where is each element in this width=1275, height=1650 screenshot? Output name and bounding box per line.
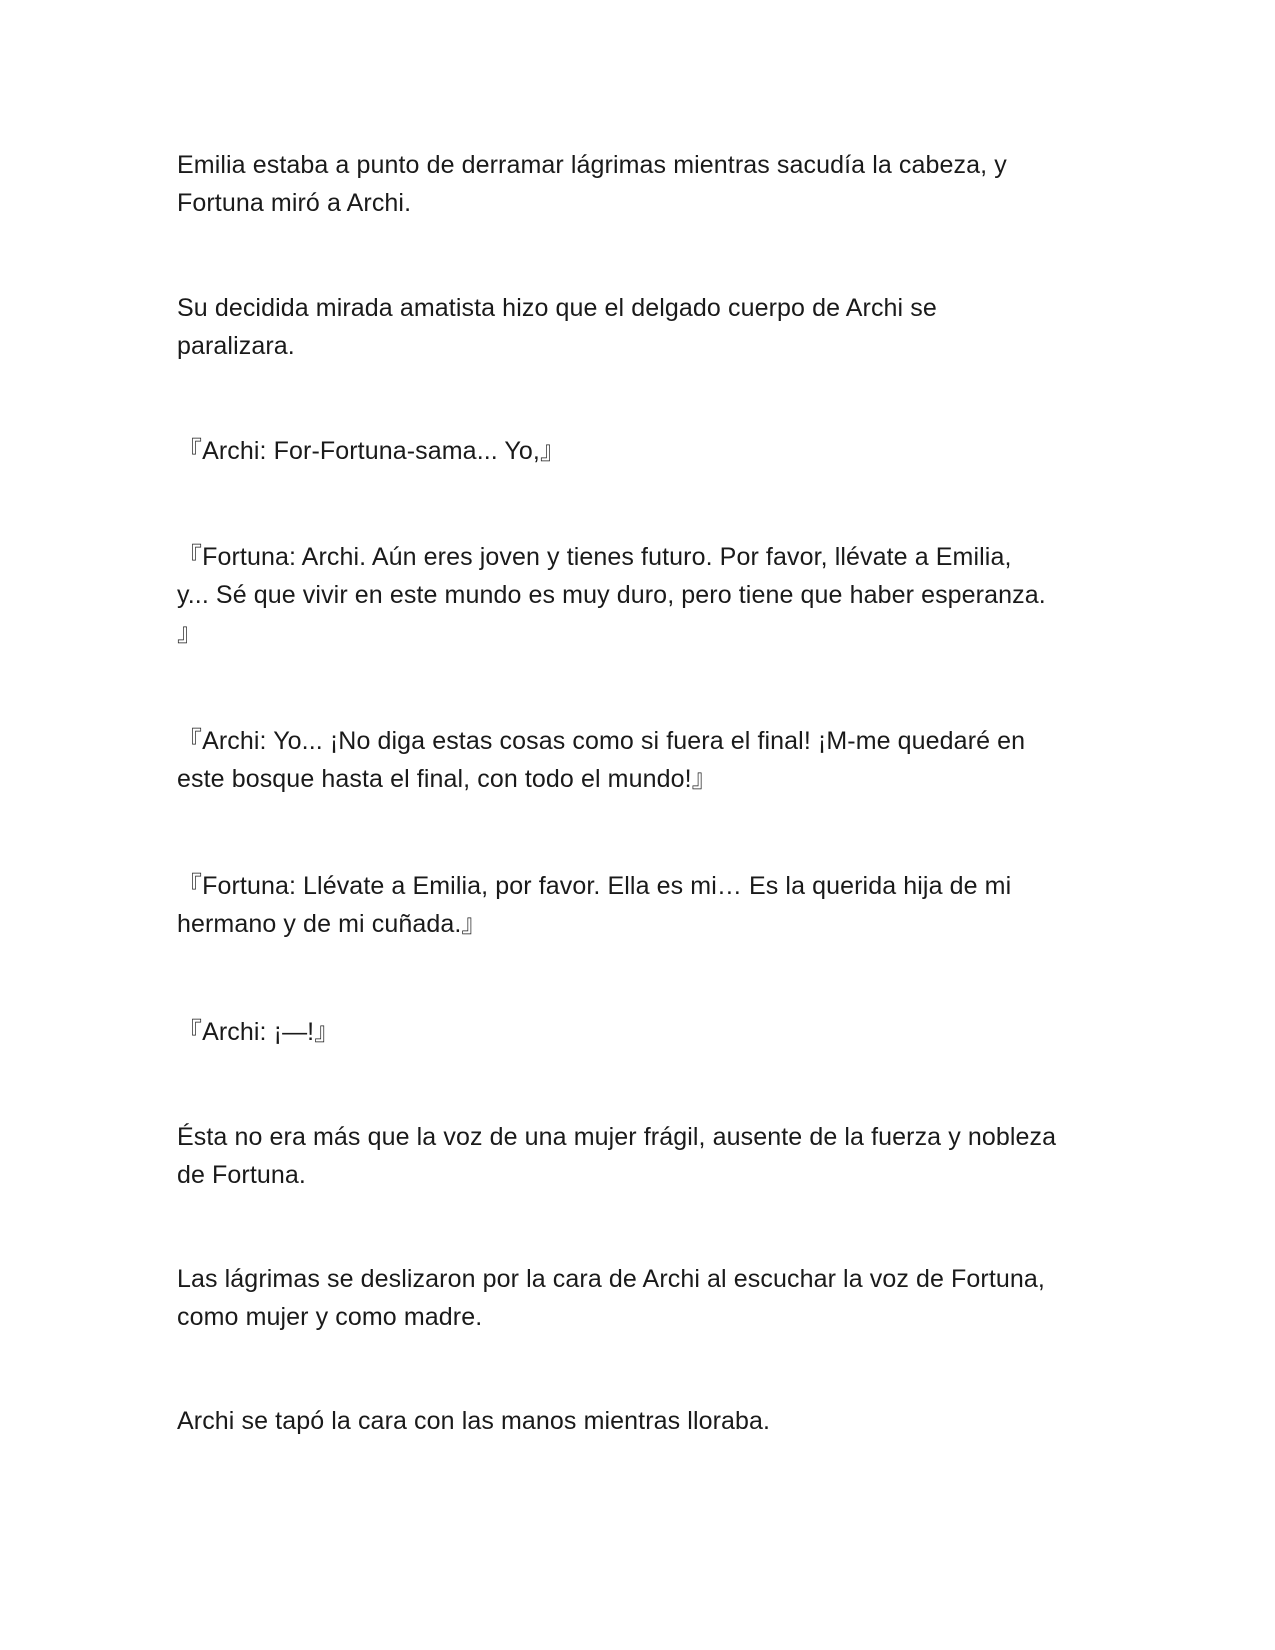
text-line: 『Fortuna: Llévate a Emilia, por favor. Ella es mi… Es la querida hija de mi — [177, 872, 1012, 900]
text-line: 『Archi: Yo... ¡No diga estas cosas como si fuera el final! ¡M-me quedaré en — [177, 727, 1026, 755]
paragraph-narration-4 — [177, 1260, 1107, 1336]
text-line: de Fortuna. — [177, 1161, 306, 1189]
text-line: paralizara. — [177, 332, 295, 360]
paragraph-dialogue-fortuna-1 — [177, 538, 1107, 652]
paragraph-narration-1 — [177, 146, 1107, 222]
paragraph-narration-3 — [177, 1118, 1107, 1194]
paragraph-narration-2 — [177, 289, 1107, 365]
paragraph-dialogue-fortuna-2 — [177, 867, 1107, 943]
text-line: como mujer y como madre. — [177, 1303, 483, 1331]
text-line: este bosque hasta el final, con todo el mundo!』 — [177, 765, 717, 793]
text-line: 』 — [177, 619, 203, 647]
text-line: Emilia estaba a punto de derramar lágrimas mientras sacudía la cabeza, y — [177, 151, 1007, 179]
text-line: Las lágrimas se deslizaron por la cara de Archi al escuchar la voz de Fortuna, — [177, 1265, 1045, 1293]
text-line: Su decidida mirada amatista hizo que el delgado cuerpo de Archi se — [177, 294, 937, 322]
text-line: Ésta no era más que la voz de una mujer frágil, ausente de la fuerza y nobleza — [177, 1123, 1057, 1151]
paragraph-dialogue-archi-1 — [177, 432, 1107, 470]
text-line: hermano y de mi cuñada.』 — [177, 910, 487, 938]
paragraph-narration-5 — [177, 1402, 1107, 1440]
text-line: y... Sé que vivir en este mundo es muy duro, pero tiene que haber esperanza. — [177, 581, 1046, 609]
paragraph-dialogue-archi-2 — [177, 722, 1107, 798]
text-line: 『Fortuna: Archi. Aún eres joven y tienes futuro. Por favor, llévate a Emilia, — [177, 543, 1012, 571]
paragraph-dialogue-archi-3 — [177, 1013, 1107, 1051]
text-line: Fortuna miró a Archi. — [177, 189, 412, 217]
text-line: 『Archi: For-Fortuna-sama... Yo,』 — [177, 437, 566, 465]
text-line: 『Archi: ¡—!』 — [177, 1018, 340, 1046]
text-line: Archi se tapó la cara con las manos mientras lloraba. — [177, 1407, 771, 1435]
